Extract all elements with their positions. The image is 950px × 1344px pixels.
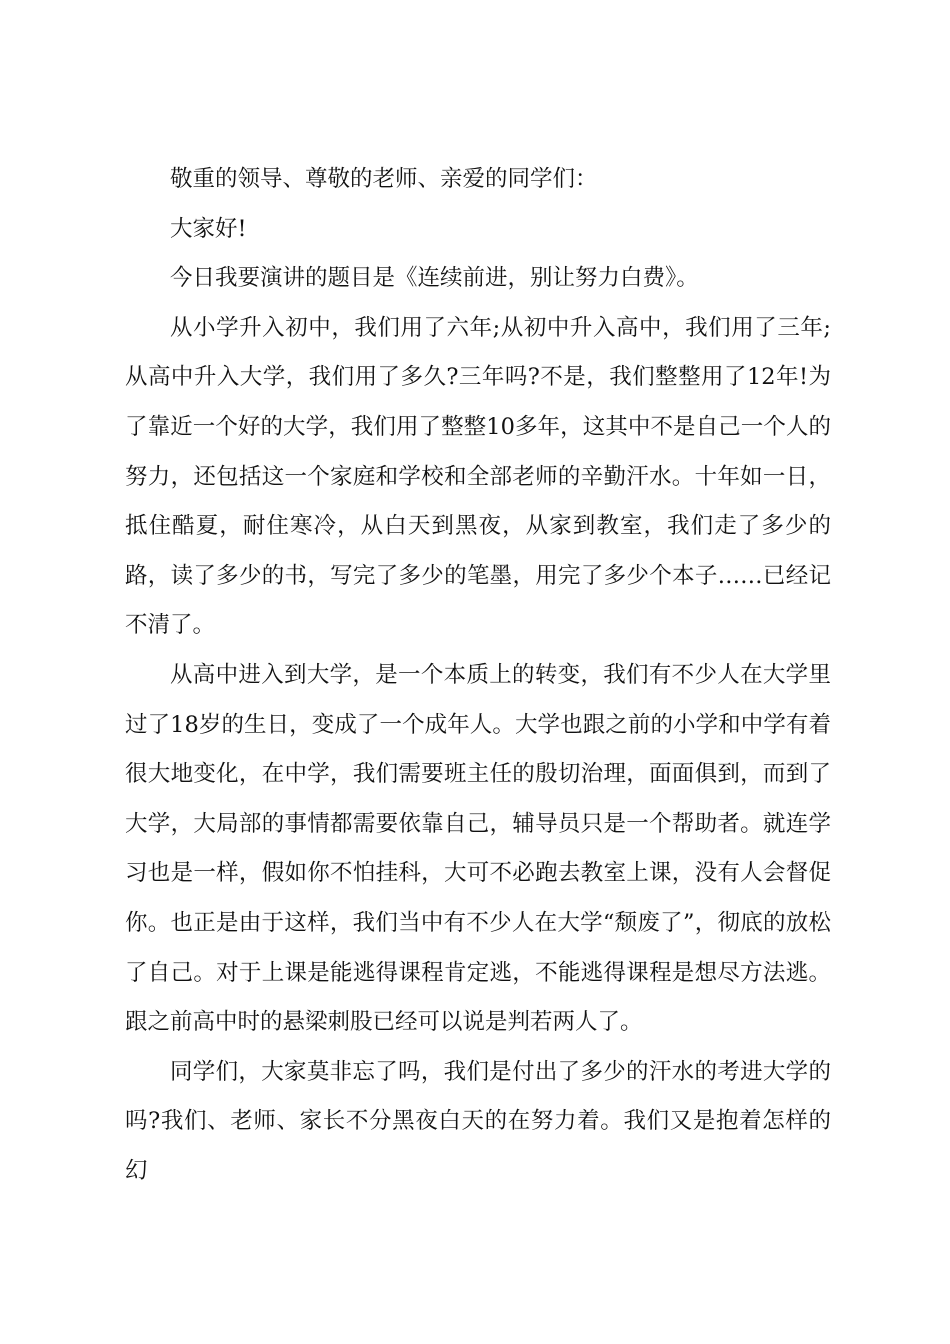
- body-paragraph: 同学们，大家莫非忘了吗，我们是付出了多少的汗水的考进大学的吗?我们、老师、家长不分黑夜白天的在努力着。我们又是抱着怎样的幻: [125, 1058, 831, 1184]
- greeting-paragraph: 敬重的领导、尊敬的老师、亲爱的同学们：: [170, 166, 598, 192]
- document-body: [125, 155, 831, 1196]
- body-paragraph: 从小学升入初中，我们用了六年;从初中升入高中，我们用了三年;从高中升入大学，我们用了多久?三年吗?不是，我们整整用了12年!为了靠近一个好的大学，我们用了整整10多年，这其中不是自己一个人的努力，还包括这一个家庭和学校和全部老师的辛勤汗水。十年如一日，抵住酷夏，耐住寒冷，从白天到黑夜，从家到教室，我们走了多少的路，读了多少的书，写完了多少的笔墨，用完了多少个本子……已经记不清了。: [125, 314, 831, 639]
- hello-paragraph: 大家好!: [170, 215, 247, 242]
- topic-paragraph: 今日我要演讲的题目是《连续前进，别让努力白费》。: [170, 265, 699, 292]
- body-paragraph: 从高中进入到大学，是一个本质上的转变，我们有不少人在大学里过了18岁的生日，变成了一个成年人。大学也跟之前的小学和中学有着很大地变化，在中学，我们需要班主任的殷切治理，面面俱到，而到了大学，大局部的事情都需要依靠自己，辅导员只是一个帮助者。就连学习也是一样，假如你不怕挂科，大可不必跑去教室上课，没有人会督促你。也正是由于这样，我们当中有不少人在大学“颓废了”，彻底的放松了自己。对于上课是能逃得课程肯定逃，不能逃得课程是想尽方法逃。跟之前高中时的悬梁刺股已经可以说是判若两人了。: [125, 661, 831, 1036]
